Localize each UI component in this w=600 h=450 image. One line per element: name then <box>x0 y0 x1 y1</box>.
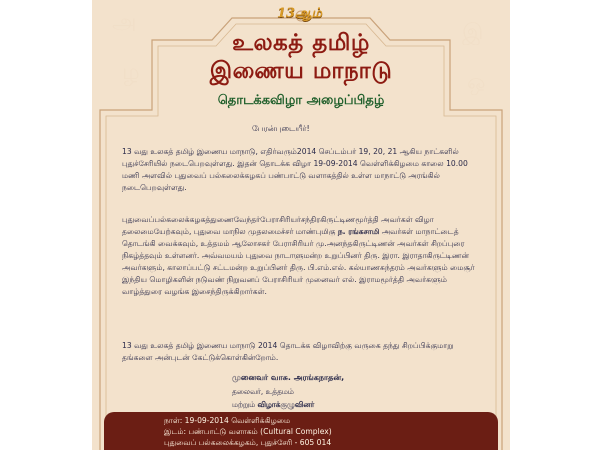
paragraph-guests <box>122 214 482 298</box>
title-line-2: இணைய மாநாடு <box>209 58 393 84</box>
decorative-letter: ழ <box>122 60 140 85</box>
decorative-letter: ஒ <box>467 70 486 95</box>
event-address: புதுவைப் பல்கலைக்கழகம், புதுச்சேரி - 605 014 <box>164 438 332 447</box>
greeting: பேரன்புடையீர்! <box>252 124 310 133</box>
paragraph-intro: 13 வது உலகத் தமிழ் இணைய மாநாடு, எதிர்வரும்2014 செப்டம்பர் 19, 20, 21 ஆகிய நாட்களில் புதுச்சேரியில் நடைபெறவுள்ளது. இதன் தொடக்க விழா 19-09-2014 வெள்ளிக்கிழமை காலை 10.00 மணி அளவில் புதுவைப் பல்கலைக்கழகப் பண்பாட்டு வளாகத்தில் உள்ள மாநாட்டு அரங்கில் நடைபெறவுள்ளது. <box>122 147 468 192</box>
paragraph-guests-pre: புதுவைப்பல்கலைக்கழகத்துணைவேந்தர்பேராசிரியர்சந்திரகிருட்டிணமூர்த்தி அவர்கள் விழா தலைமையேற்கவும், புதுவை மாநில முதலமைச்சர் மாண்புமிகு <box>122 215 434 236</box>
committee-prefix: மற்றும் <box>232 400 258 409</box>
title-line-1: உலகத் தமிழ் <box>232 30 370 56</box>
edition-badge: 13ஆம் <box>277 6 322 21</box>
event-date: நாள்: 19-09-2014 வெள்ளிக்கிழமை <box>164 416 291 425</box>
event-details-footer <box>104 412 498 450</box>
event-venue: இடம்: பண்பாட்டு வளாகம் (Cultural Complex) <box>164 427 332 436</box>
decorative-letter: அ <box>112 10 137 35</box>
invitation-subtitle: தொடக்கவிழா அழைப்பிதழ் <box>217 93 385 108</box>
paragraph-request: 13 வது உலகத் தமிழ் இணைய மாநாடு 2014 தொடக்க விழாவிற்கு வருகை தந்து சிறப்பிக்குமாறு தங்களை அன்புடன் கேட்டுக்கொள்கின்றோம். <box>122 341 454 362</box>
decorative-letter: இ <box>462 20 484 45</box>
committee-name: விழாக்குழுவினர் <box>257 400 315 409</box>
signatory-name: முனைவர் வாசு. அரங்கநாதன், <box>232 373 345 382</box>
signatory-role: தலைவர், உத்தமம் <box>232 387 294 396</box>
invitation-card <box>92 0 510 450</box>
paragraph-guests-post: அவர்கள் மாநாட்டைத் தொடங்கி வைக்கவும், உத்தமம் ஆலோசகர் பேராசிரியர் மு.அனந்தகிருட்டிணன் அவர்கள் சிறப்புரை நிகழ்த்தவும் உள்ளனர். அவ்வமயம் புதுவை நாடாளுமன்ற உறுப்பினர் திரு. இரா. இராதாகிருட்டிணன் அவர்களும், காலாப்பட்டு சட்டமன்ற உறுப்பினர் திரு. பி.எம்.எல். கல்யாணசுந்தரம் அவர்களும் மைசூர் இந்திய மொழிகளின் நடுவண் நிறுவனப் பேராசிரியர் முனைவர் எல். இராமமூர்த்தி அவர்களும் வாழ்த்துரை வழங்க இசைந்திருக்கிறார்கள். <box>122 227 475 296</box>
signatory-committee <box>232 400 432 410</box>
chief-minister-name: ந. ரங்கசாமி <box>337 227 380 236</box>
